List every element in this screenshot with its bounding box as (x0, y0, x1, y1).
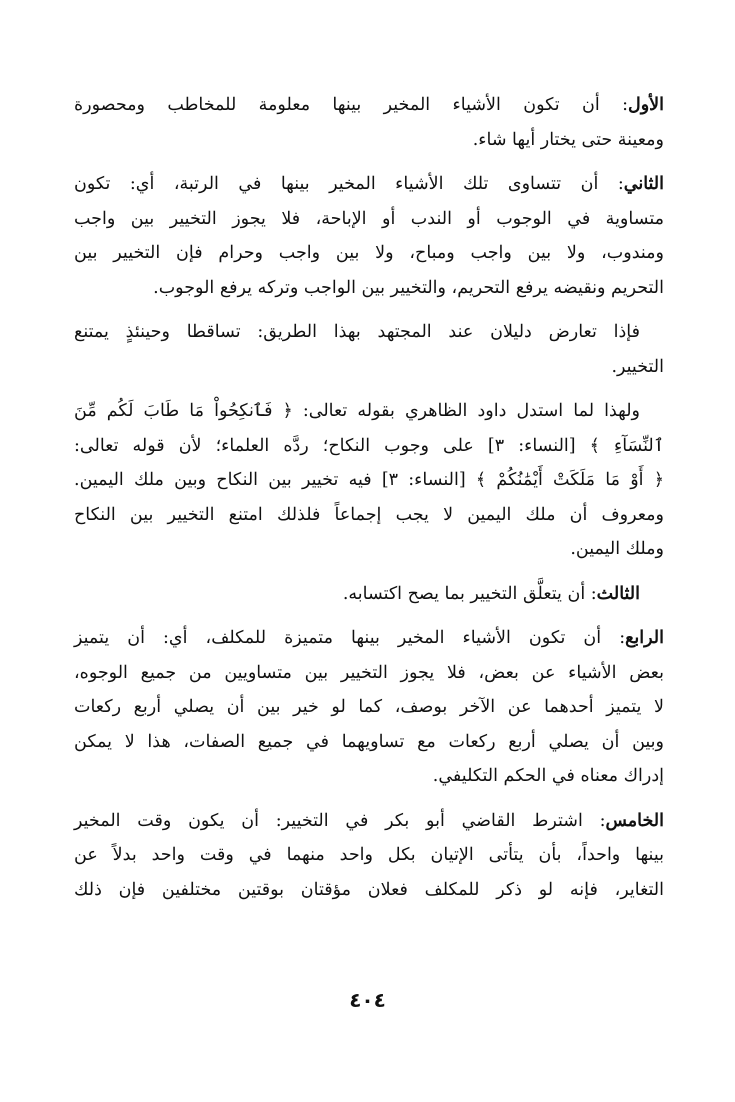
paragraph-lead: الأول (627, 95, 664, 115)
text-line: وملك اليمين. (570, 539, 664, 559)
text-line: وبين أن يصلي أربع ركعات مع تساويهما في جميع الصفات، هذا لا يمكن (74, 731, 664, 752)
text-line: فإذا تعارض دليلان عند المجتهد بهذا الطريق: تساقطا وحينئذٍ يمتنع (74, 322, 640, 342)
text-line: ومعروف أن ملك اليمين لا يجب إجماعاً فلذلك امتنع التخيير بين النكاح (74, 504, 664, 525)
text-line: الثالث: أن يتعلَّق التخيير بما يصح اكتسابه. (342, 583, 640, 604)
paragraph-fourth-condition (74, 621, 664, 794)
paragraph-lead: الثاني (623, 174, 664, 194)
text-line: التغاير، فإنه لو ذكر للمكلف فعلان مؤقتان بوقتين مختلفين فإن ذلك (74, 879, 664, 900)
paragraph-dawud-example (74, 394, 664, 567)
text-line: بعض الأشياء عن بعض، فلا يجوز التخيير بين متساويين من جميع الوجوه، (74, 662, 664, 683)
text-line: بينها واحداً، بأن يتأتى الإتيان بكل واحد منهما في وقت واحد بدلاً عن (74, 845, 664, 865)
text-line: التخيير. (611, 356, 664, 377)
paragraph-conflict (74, 315, 664, 384)
text-line: لا يتميز أحدهما عن الآخر بوصف، كما لو خير بين أن يصلي أربع ركعات (74, 697, 664, 717)
text-line: ومندوب، ولا بين واجب ومباح، ولا بين واجب وحرام فإن التخيير بين (74, 243, 664, 263)
paragraph-lead: الخامس (605, 810, 664, 831)
paragraph-lead: الثالث (596, 583, 640, 604)
paragraph-third-condition (74, 577, 664, 612)
text-line: الأول: أن تكون الأشياء المخير بينها معلومة للمخاطب ومحصورة (74, 95, 664, 115)
text-line: إدراك معناه في الحكم التكليفي. (432, 766, 664, 786)
page-body (74, 88, 664, 917)
paragraph-fifth-condition (74, 804, 664, 908)
text-line: ٱلنِّسَآءِ ﴾ [النساء: ٣] على وجوب النكاح؛ ردَّه العلماء؛ لأن قوله تعالى: (74, 435, 664, 456)
paragraph-first-condition (74, 88, 664, 157)
page-number: ٤٠٤ (349, 988, 386, 1012)
paragraph-lead: الرابع (625, 628, 664, 648)
text-line: الرابع: أن تكون الأشياء المخير بينها متميزة للمكلف، أي: أن يتميز (74, 628, 664, 648)
text-line: التحريم ونقيضه يرفع التحريم، والتخيير بين الواجب وتركه يرفع الوجوب. (153, 277, 664, 298)
text-line: ﴿ أَوْ مَا مَلَكَتْ أَيْمَٰنُكُمْ ﴾ [النساء: ٣] فيه تخيير بين النكاح وبين ملك اليمين. (74, 470, 664, 490)
text-line: ولهذا لما استدل داود الظاهري بقوله تعالى: ﴿ فَٱنكِحُواْ مَا طَابَ لَكُم مِّنَ (74, 401, 640, 421)
text-line: الثاني: أن تتساوى تلك الأشياء المخير بينها في الرتبة، أي: تكون (74, 174, 664, 194)
text-line: الخامس: اشترط القاضي أبو بكر في التخيير: أن يكون وقت المخير (74, 810, 664, 831)
text-line: ومعينة حتى يختار أيها شاء. (472, 129, 664, 150)
paragraph-second-condition (74, 167, 664, 305)
text-line: متساوية في الوجوب أو الندب أو الإباحة، فلا يجوز التخيير بين واجب (74, 208, 664, 229)
